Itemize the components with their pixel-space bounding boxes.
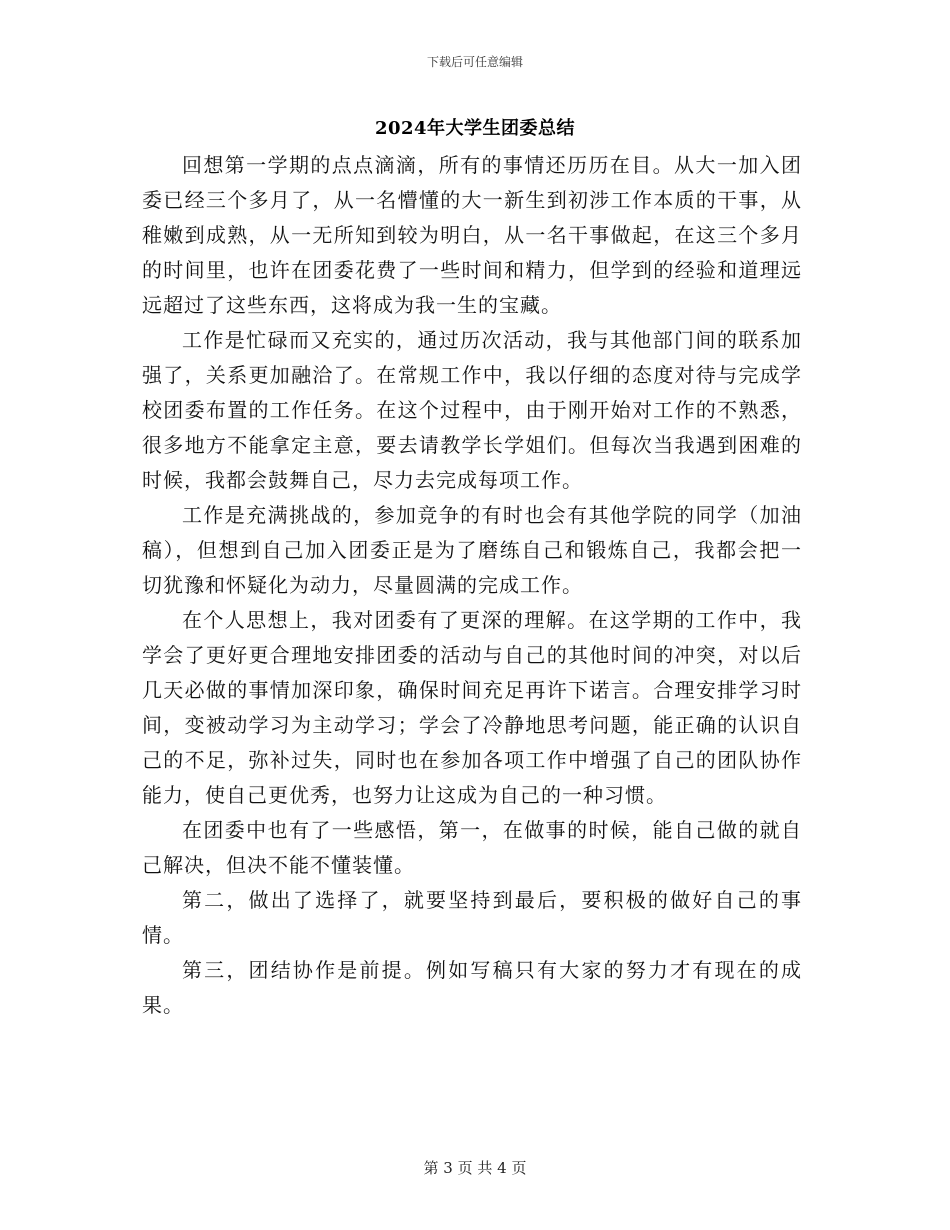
paragraph-2: 工作是忙碌而又充实的，通过历次活动，我与其他部门间的联系加强了，关系更加融洽了。在常规工作中，我以仔细的态度对待与完成学校团委布置的工作任务。在这个过程中，由于刚开始对工作的不熟悉，很多地方不能拿定主意，要去请教学长学姐们。但每次当我遇到困难的时候，我都会鼓舞自己，尽力去完成每项工作。 [142, 328, 802, 492]
page-number-footer: 第 3 页 共 4 页 [423, 1159, 527, 1177]
document-title: 2024年大学生团委总结 [374, 118, 576, 139]
document-body [142, 148, 802, 1023]
paragraph-3: 工作是充满挑战的，参加竞争的有时也会有其他学院的同学（加油稿），但想到自己加入团委正是为了磨练自己和锻炼自己，我都会把一切犹豫和怀疑化为动力，尽量圆满的完成工作。 [142, 503, 802, 597]
paragraph-4: 在个人思想上，我对团委有了更深的理解。在这学期的工作中，我学会了更好更合理地安排团委的活动与自己的其他时间的冲突，对以后几天必做的事情加深印象，确保时间充足再许下诺言。合理安排学习时间，变被动学习为主动学习；学会了冷静地思考问题，能正确的认识自己的不足，弥补过失，同时也在参加各项工作中增强了自己的团队协作能力，使自己更优秀，也努力让这成为自己的一种习惯。 [142, 608, 802, 807]
paragraph-6: 第二，做出了选择了，就要坚持到最后，要积极的做好自己的事情。 [142, 888, 802, 947]
page-header-note: 下载后可任意编辑 [426, 55, 523, 69]
paragraph-7: 第三，团结协作是前提。例如写稿只有大家的努力才有现在的成果。 [142, 958, 802, 1017]
paragraph-5: 在团委中也有了一些感悟，第一，在做事的时候，能自己做的就自己解决，但决不能不懂装懂。 [142, 818, 802, 877]
paragraph-1: 回想第一学期的点点滴滴，所有的事情还历历在目。从大一加入团委已经三个多月了，从一名懵懂的大一新生到初涉工作本质的干事，从稚嫩到成熟，从一无所知到较为明白，从一名干事做起，在这三个多月的时间里，也许在团委花费了一些时间和精力，但学到的经验和道理远远超过了这些东西，这将成为我一生的宝藏。 [142, 153, 802, 317]
